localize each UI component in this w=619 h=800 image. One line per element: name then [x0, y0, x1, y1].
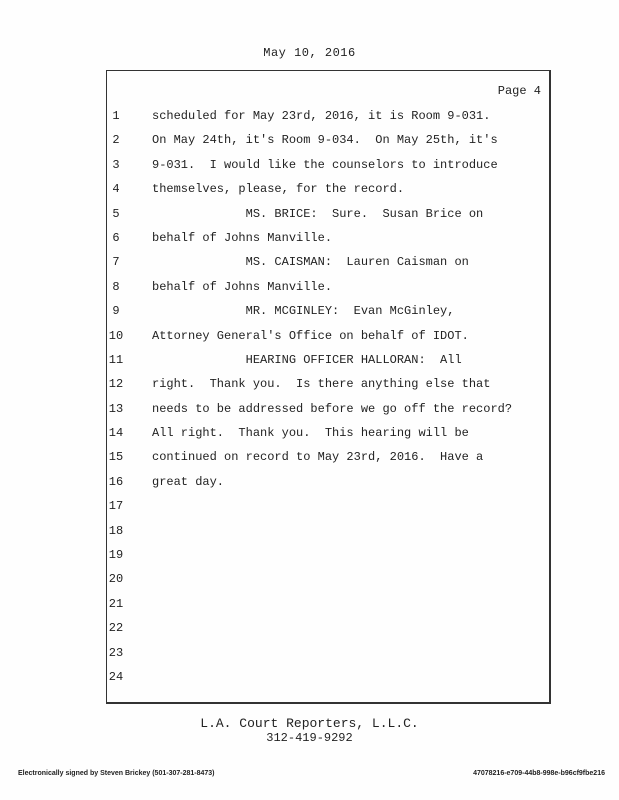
- line-number: 9: [112, 304, 120, 319]
- line-number: 1: [112, 109, 120, 123]
- line-number: 10: [108, 328, 124, 343]
- line-text: scheduled for May 23rd, 2016, it is Room 9-031.: [152, 109, 491, 123]
- page-number: Page 4: [497, 84, 541, 98]
- transcript-line: [0, 299, 619, 323]
- line-text: Attorney General's Office on behalf of IDOT.: [152, 328, 469, 343]
- line-number: 12: [108, 377, 124, 392]
- line-text: On May 24th, it's Room 9-034. On May 25th, it's: [152, 133, 498, 148]
- line-number: 24: [108, 669, 124, 684]
- line-number: 21: [108, 596, 124, 611]
- line-text: behalf of Johns Manville.: [152, 230, 333, 245]
- line-text: MS. CAISMAN: Lauren Caisman on: [152, 255, 469, 270]
- transcript-line: [0, 592, 619, 616]
- transcript-line: [0, 348, 619, 372]
- transcript-line: [0, 445, 619, 469]
- transcript-line: [0, 153, 619, 177]
- line-number: 6: [112, 230, 120, 245]
- transcript-line: [0, 128, 619, 152]
- line-text: MS. BRICE: Sure. Susan Brice on: [152, 206, 484, 221]
- line-number: 2: [112, 133, 120, 148]
- transcript-line: [0, 226, 619, 250]
- line-number: 4: [112, 182, 120, 197]
- transcript-line: [0, 275, 619, 299]
- line-number: 13: [108, 401, 124, 416]
- line-text: 9-031. I would like the counselors to introduce: [152, 157, 498, 172]
- line-text: MR. MCGINLEY: Evan McGinley,: [152, 304, 455, 319]
- transcript-line: [0, 397, 619, 421]
- line-number: 11: [108, 352, 124, 367]
- transcript-line: [0, 202, 619, 226]
- transcript-line: [0, 104, 619, 128]
- line-text: right. Thank you. Is there anything else that: [152, 377, 491, 392]
- line-number: 8: [112, 279, 120, 294]
- line-number: 18: [108, 523, 124, 538]
- transcript-line: [0, 543, 619, 567]
- line-text: great day.: [152, 474, 225, 489]
- line-number: 17: [108, 499, 124, 514]
- line-text: All right. Thank you. This hearing will be: [152, 426, 469, 441]
- line-number: 7: [112, 255, 120, 270]
- line-number: 14: [108, 426, 124, 441]
- footer-phone: 312-419-9292: [266, 731, 353, 745]
- line-text: continued on record to May 23rd, 2016. Have a: [152, 450, 484, 465]
- document-hash: 47078216-e709-44b8-998e-b96cf9fbe216: [473, 770, 605, 777]
- transcript-line: [0, 421, 619, 445]
- transcript-lines: [0, 104, 619, 689]
- line-text: HEARING OFFICER HALLORAN: All: [152, 352, 462, 367]
- transcript-line: [0, 177, 619, 201]
- transcript-line: [0, 372, 619, 396]
- transcript-line: [0, 494, 619, 518]
- transcript-line: [0, 665, 619, 689]
- line-number: 22: [108, 621, 124, 636]
- transcript-line: [0, 470, 619, 494]
- line-number: 23: [108, 645, 124, 660]
- footer-company: L.A. Court Reporters, L.L.C.: [200, 716, 419, 731]
- electronic-signature: Electronically signed by Steven Brickey (501-307-281-8473): [18, 770, 215, 777]
- transcript-line: [0, 641, 619, 665]
- line-number: 20: [108, 572, 124, 587]
- transcript-line: [0, 567, 619, 591]
- document-date: May 10, 2016: [263, 46, 356, 60]
- line-text: themselves, please, for the record.: [152, 182, 405, 197]
- line-number: 15: [108, 450, 124, 465]
- transcript-line: [0, 616, 619, 640]
- transcript-line: [0, 324, 619, 348]
- line-number: 16: [108, 474, 124, 489]
- line-text: needs to be addressed before we go off the record?: [152, 401, 513, 416]
- line-number: 3: [112, 157, 120, 172]
- line-number: 5: [112, 206, 120, 221]
- transcript-line: [0, 250, 619, 274]
- line-number: 19: [108, 548, 124, 563]
- line-text: behalf of Johns Manville.: [152, 279, 333, 294]
- transcript-line: [0, 519, 619, 543]
